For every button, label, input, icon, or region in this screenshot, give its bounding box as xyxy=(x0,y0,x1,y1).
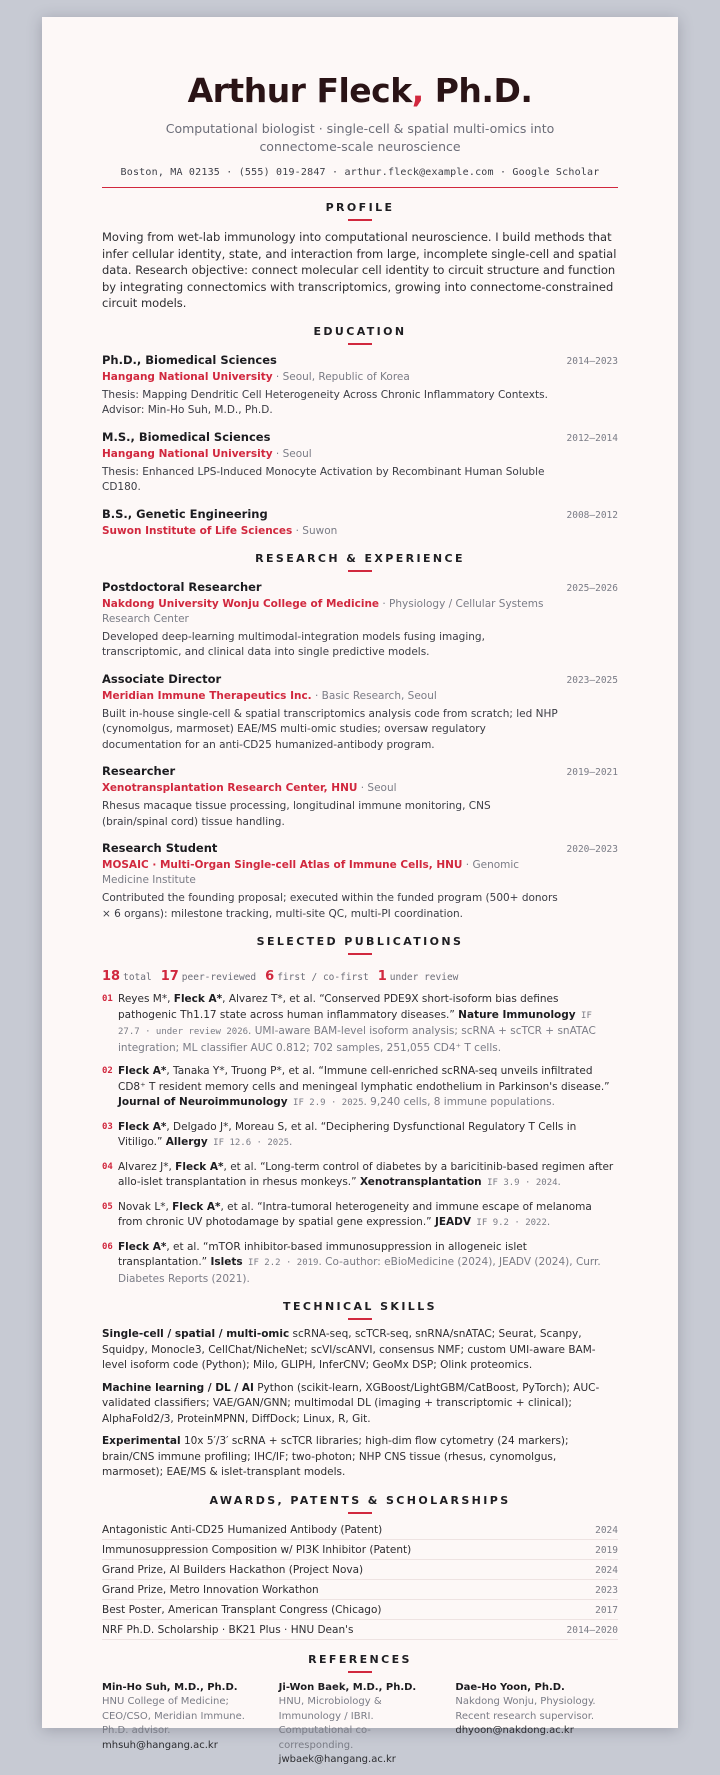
reference-affiliation: HNU College of Medicine; CEO/CSO, Meridian Immune. Ph.D. advisor. xyxy=(102,1696,245,1736)
reference-card xyxy=(279,1681,442,1768)
entry-title: M.S., Biomedical Sciences xyxy=(102,429,271,444)
citation-self-author: Fleck A* xyxy=(175,1160,224,1173)
publication-number: 06 xyxy=(102,1241,113,1252)
institution-name: Xenotransplantation Research Center, HNU xyxy=(102,782,358,794)
entry-title: Associate Director xyxy=(102,671,222,686)
pub-stat-number: 17 xyxy=(160,969,179,984)
citation-self-author: Fleck A* xyxy=(118,1120,167,1133)
entry-date: 2008–2012 xyxy=(566,509,618,521)
experience-entry xyxy=(102,672,618,754)
experience-entry xyxy=(102,580,618,661)
institution-location: · Seoul xyxy=(357,782,397,794)
entry-date: 2023–2025 xyxy=(566,674,618,686)
skill-details: scRNA-seq, scTCR-seq, snRNA/snATAC; Seurat, Scanpy, Squidpy, Monocle3, CellChat/NicheNet; scVI/scANVI, consensus NMF; custom UMI-aware BAM-level isoform code (Python); Milo, GLIPH, InferCNV; GeoMx DSP; Olink proteomics. xyxy=(102,1328,596,1371)
pub-stat-label: under review xyxy=(389,972,459,983)
citation-journal: Nature Immunology xyxy=(458,1008,576,1021)
entry-organization xyxy=(102,689,618,704)
entry-description: Built in-house single-cell & spatial transcriptomics analysis code from scratch; led NHP (cynomolgus, marmoset) EAE/MS multi-omic studies; oversaw regulatory documentation for an anti-CD25 humanized-antibody program. xyxy=(102,707,558,751)
entry-organization xyxy=(102,597,618,627)
entry-title: Postdoctoral Researcher xyxy=(102,579,262,594)
entry-date: 2012–2014 xyxy=(566,432,618,444)
publication-item xyxy=(102,1240,618,1288)
section-title-skills: TECHNICAL SKILLS xyxy=(102,1300,618,1320)
award-year: 2024 xyxy=(595,1524,618,1536)
header-divider xyxy=(102,187,618,188)
skill-category: Machine learning / DL / AI xyxy=(102,1381,254,1394)
pub-stat-number: 1 xyxy=(377,969,387,984)
entry-organization xyxy=(102,524,618,539)
citation-impact: IF 27.7 · under review 2026 xyxy=(118,1010,592,1037)
pub-stat xyxy=(161,965,256,984)
institution-location: · Basic Research, Seoul xyxy=(311,689,437,702)
award-year: 2024 xyxy=(595,1564,618,1576)
reference-email: mhsuh@hangang.ac.kr xyxy=(102,1739,218,1751)
experience-list xyxy=(102,580,618,923)
section-title-profile: PROFILE xyxy=(102,201,618,221)
institution-name: Hangang National University xyxy=(102,447,273,460)
citation-title: , et al. “Long-term control of diabetes by a baricitinib-based regimen after allo-islet transplantation in rhesus monkeys.” xyxy=(118,1160,614,1188)
entry-header xyxy=(102,580,618,594)
pub-stat-label: total xyxy=(123,972,152,983)
publication-item xyxy=(102,1120,618,1152)
entry-description: Thesis: Mapping Dendritic Cell Heterogeneity Across Chronic Inflammatory Contexts. Advisor: Min-Ho Suh, M.D., Ph.D. xyxy=(102,388,548,416)
entry-organization xyxy=(102,858,618,888)
citation-authors-pre: Reyes M*, xyxy=(118,993,174,1005)
entry-header xyxy=(102,764,618,778)
publication-number: 05 xyxy=(102,1201,113,1212)
entry-title: Research Student xyxy=(102,841,218,855)
reference-card xyxy=(102,1681,265,1768)
publication-stats xyxy=(102,965,618,984)
citation-note: . xyxy=(289,1136,293,1148)
publication-number: 03 xyxy=(102,1121,113,1132)
institution-location: · Seoul, Republic of Korea xyxy=(272,370,410,383)
citation-title: , Tanaka Y*, Truong P*, et al. “Immune cell-enriched scRNA-seq unveils infiltrated CD8⁺ T resident memory cells and meningeal lymphatic endothelium in Parkinson's disease.” xyxy=(118,1065,610,1093)
award-year: 2023 xyxy=(595,1584,618,1596)
publication-item xyxy=(102,992,618,1056)
section-title-education: EDUCATION xyxy=(102,325,618,345)
skill-category: Single-cell / spatial / multi-omic xyxy=(102,1328,290,1340)
skill-group xyxy=(102,1434,618,1481)
entry-date: 2020–2023 xyxy=(566,844,618,855)
pub-stat xyxy=(378,965,459,984)
section-title-research: RESEARCH & EXPERIENCE xyxy=(102,552,618,572)
institution-name: Suwon Institute of Life Sciences xyxy=(102,524,293,537)
publication-number: 02 xyxy=(102,1066,113,1076)
citation-self-author: Fleck A* xyxy=(173,993,223,1005)
references-list xyxy=(102,1681,618,1768)
institution-name: Meridian Immune Therapeutics Inc. xyxy=(102,689,312,702)
reference-name: Dae-Ho Yoon, Ph.D. xyxy=(455,1681,565,1693)
award-name: Grand Prize, Metro Innovation Workathon xyxy=(102,1583,319,1596)
contact-line: Boston, MA 02135 · (555) 019-2847 · arthur.fleck@example.com · Google Scholar xyxy=(120,167,600,178)
institution-location: · Seoul xyxy=(272,447,312,460)
pub-stat xyxy=(265,965,369,984)
education-entry xyxy=(102,430,618,496)
citation-title: , et al. “mTOR inhibitor-based immunosuppression in allogeneic islet transplantation.” xyxy=(118,1240,527,1268)
citation-journal: Xenotransplantation xyxy=(359,1176,482,1188)
reference-affiliation: Nakdong Wonju, Physiology. Recent research supervisor. xyxy=(455,1696,596,1722)
section-title-awards: AWARDS, PATENTS & SCHOLARSHIPS xyxy=(102,1494,618,1514)
entry-title: Ph.D., Biomedical Sciences xyxy=(102,352,277,367)
resume-page xyxy=(42,17,678,1765)
profile-text: Moving from wet-lab immunology into computational neuroscience. I build methods that infer cellular identity, state, and interaction from large, incomplete single-cell and spatial data. Research objective: connect molecular cell identity to circuit structure and function by integrating connectomics with transcriptomics, growing into connectome-constrained circuit models. xyxy=(102,230,617,310)
citation-title: , et al. “Intra-tumoral heterogeneity and immune escape of melanoma from chronic UV photodamage by spatial gene expression.” xyxy=(118,1200,592,1228)
entry-organization xyxy=(102,370,618,385)
citation-title: , Alvarez T*, et al. “Conserved PDE9X short-isoform bias defines pathogenic Th1.17 state across human inflammatory diseases.” xyxy=(118,993,559,1021)
citation-note: . 9,240 cells, 8 immune populations. xyxy=(363,1096,555,1108)
pub-stat-label: first / co-first xyxy=(277,972,369,983)
skills-list xyxy=(102,1327,618,1481)
entry-date: 2025–2026 xyxy=(566,582,618,594)
citation-title: , Delgado J*, Moreau S, et al. “Deciphering Dysfunctional Regulatory T Cells in Vitiligo.” xyxy=(118,1120,577,1148)
publication-citation xyxy=(118,1120,618,1152)
award-name: NRF Ph.D. Scholarship · BK21 Plus · HNU Dean's xyxy=(102,1623,354,1636)
award-year: 2019 xyxy=(595,1544,618,1556)
citation-note: . UMI-aware BAM-level isoform analysis; scRNA + scTCR + snATAC integration; ML classifier AUC 0.812; 702 samples, 251,055 CD4⁺ T cells. xyxy=(118,1025,596,1054)
section-title-publications: SELECTED PUBLICATIONS xyxy=(102,935,618,955)
citation-authors-pre: Alvarez J*, xyxy=(118,1160,176,1173)
reference-affiliation: HNU, Microbiology & Immunology / IBRI. Computational co-corresponding. xyxy=(278,1696,382,1751)
citation-note: . xyxy=(557,1176,561,1188)
publication-item xyxy=(102,1160,618,1192)
institution-location: · Genomic Medicine Institute xyxy=(102,859,520,886)
entry-date: 2019–2021 xyxy=(566,767,618,778)
publication-citation xyxy=(118,1200,618,1232)
entry-title: Researcher xyxy=(102,764,176,778)
publication-citation xyxy=(118,992,618,1056)
award-name: Grand Prize, AI Builders Hackathon (Project Nova) xyxy=(102,1563,364,1576)
citation-self-author: Fleck A* xyxy=(172,1200,221,1213)
reference-email: jwbaek@hangang.ac.kr xyxy=(278,1754,396,1765)
pub-stat xyxy=(102,965,152,984)
skill-group xyxy=(102,1327,618,1374)
entry-date: 2014–2023 xyxy=(566,355,618,367)
entry-description: Developed deep-learning multimodal-integration models fusing imaging, transcriptomic, and clinical data into single predictive models. xyxy=(102,630,485,658)
awards-list xyxy=(102,1520,618,1640)
citation-authors-pre: Novak L*, xyxy=(118,1200,173,1213)
education-entry xyxy=(102,353,618,419)
award-item xyxy=(102,1560,618,1580)
education-entry xyxy=(102,507,618,539)
institution-name: MOSAIC · Multi-Organ Single-cell Atlas of Immune Cells, HNU xyxy=(102,859,463,871)
skill-category: Experimental xyxy=(102,1435,181,1447)
publication-citation xyxy=(118,1160,618,1192)
citation-journal: JEADV xyxy=(434,1216,472,1228)
entry-header xyxy=(102,430,618,444)
skill-details: 10x 5′/3′ scRNA + scTCR libraries; high-dim flow cytometry (24 markers); brain/CNS immune profiling; IHC/IF; two-photon; NHP CNS tissue (rhesus, cynomolgus, marmoset); EAE/MS & islet-transplant models. xyxy=(102,1435,569,1478)
candidate-name: Arthur Fleck, Ph.D. xyxy=(187,71,533,110)
entry-header xyxy=(102,841,618,855)
citation-journal: Journal of Neuroimmunology xyxy=(118,1096,288,1108)
entry-title: B.S., Genetic Engineering xyxy=(102,506,268,521)
citation-self-author: Fleck A* xyxy=(118,1065,167,1077)
citation-self-author: Fleck A* xyxy=(118,1240,167,1253)
award-item xyxy=(102,1600,618,1620)
award-item xyxy=(102,1620,618,1640)
publication-number: 01 xyxy=(102,994,113,1004)
citation-impact: IF 2.2 · 2019 xyxy=(242,1258,319,1268)
entry-header xyxy=(102,507,618,521)
citation-impact: IF 3.9 · 2024 xyxy=(481,1178,558,1188)
publication-item xyxy=(102,1064,618,1112)
section-title-references: REFERENCES xyxy=(102,1653,618,1673)
publication-number: 04 xyxy=(102,1161,113,1172)
entry-organization xyxy=(102,447,618,462)
award-item xyxy=(102,1520,618,1540)
citation-journal: Islets xyxy=(210,1256,243,1268)
entry-header xyxy=(102,672,618,686)
experience-entry xyxy=(102,764,618,830)
award-year: 2014–2020 xyxy=(566,1624,618,1636)
award-item xyxy=(102,1580,618,1600)
tagline: Computational biologist · single-cell & spatial multi-omics into connectome-scale neuroscience xyxy=(165,121,555,154)
institution-name: Hangang National University xyxy=(102,370,273,383)
publication-citation xyxy=(118,1064,618,1112)
entry-description: Thesis: Enhanced LPS-Induced Monocyte Activation by Recombinant Human Soluble CD180. xyxy=(102,465,545,493)
reference-card xyxy=(455,1681,618,1768)
skill-group xyxy=(102,1381,618,1428)
entry-description: Rhesus macaque tissue processing, longitudinal immune monitoring, CNS (brain/spinal cord) tissue handling. xyxy=(102,800,491,828)
publication-citation xyxy=(118,1240,618,1288)
citation-note: . xyxy=(546,1216,551,1228)
reference-name: Ji-Won Baek, M.D., Ph.D. xyxy=(278,1681,417,1693)
education-list xyxy=(102,353,618,539)
citation-impact: IF 9.2 · 2022 xyxy=(471,1218,547,1228)
pub-stat-number: 18 xyxy=(102,969,121,984)
experience-entry xyxy=(102,841,618,922)
reference-name: Min-Ho Suh, M.D., Ph.D. xyxy=(102,1681,238,1693)
award-item xyxy=(102,1540,618,1560)
institution-name: Nakdong University Wonju College of Medicine xyxy=(102,597,380,610)
entry-description: Contributed the founding proposal; executed within the funded program (500+ donors × 6 organs): milestone tracking, multi-site QC, multi-PI coordination. xyxy=(102,892,558,920)
citation-impact: IF 2.9 · 2025 xyxy=(287,1098,364,1108)
award-name: Antagonistic Anti-CD25 Humanized Antibody (Patent) xyxy=(102,1523,383,1536)
award-year: 2017 xyxy=(595,1604,618,1616)
publication-item xyxy=(102,1200,618,1232)
pub-stat-number: 6 xyxy=(265,969,275,984)
citation-note: . Co-author: eBioMedicine (2024), JEADV (2024), Curr. Diabetes Reports (2021). xyxy=(118,1256,601,1285)
skill-details: Python (scikit-learn, XGBoost/LightGBM/CatBoost, PyTorch); AUC-validated classifiers; VAE/GAN/GNN; multimodal DL (imaging + transcriptomic + clinical); AlphaFold2/3, ProteinMPNN, DiffDock; Linux, R, Git. xyxy=(102,1381,600,1425)
publication-list xyxy=(102,992,618,1287)
pub-stat-label: peer-reviewed xyxy=(181,972,257,983)
entry-header xyxy=(102,353,618,367)
entry-organization xyxy=(102,781,618,796)
institution-location: · Suwon xyxy=(292,524,338,537)
institution-location: · Physiology / Cellular Systems Research Center xyxy=(102,597,544,625)
award-name: Best Poster, American Transplant Congress (Chicago) xyxy=(102,1603,382,1616)
reference-email: dhyoon@nakdong.ac.kr xyxy=(455,1725,574,1736)
citation-impact: IF 12.6 · 2025 xyxy=(207,1138,290,1148)
award-name: Immunosuppression Composition w/ PI3K Inhibitor (Patent) xyxy=(102,1543,412,1556)
citation-journal: Allergy xyxy=(165,1136,208,1148)
